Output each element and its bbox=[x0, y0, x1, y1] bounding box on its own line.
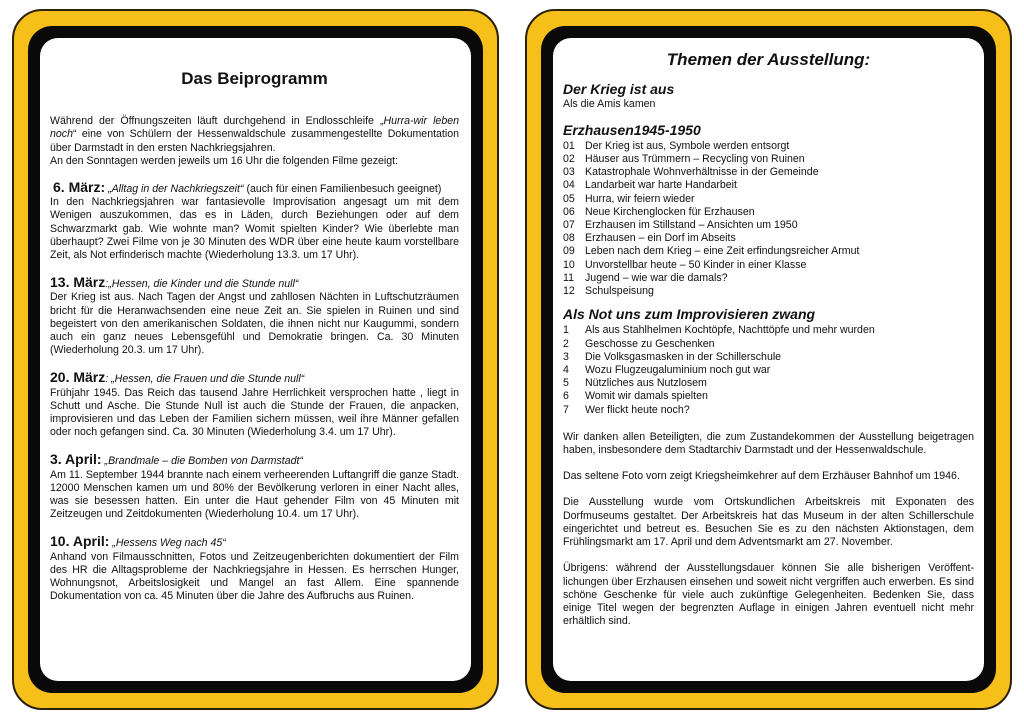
topic-number: 06 bbox=[563, 205, 575, 218]
closing-paragraph: Wir danken allen Beteiligten, die zum Zustandekommen der Ausstellung beigetragen haben, insbesondere dem Stadtarchiv Darmstadt und der Hessenwaldschule. bbox=[563, 430, 974, 457]
topic-label: Der Krieg ist aus, Symbole werden entsorgt bbox=[585, 139, 790, 152]
film-description: Der Krieg ist aus. Nach Tagen der Angst und zahllosen Nächten in Luftschutzräumen bricht für die Heranwachsenden eine neue Zeit an. Sie spielen in Ruinen und sind begeistert von den amerikanischen Soldaten, die ihnen nicht nur Kaugummi, sondern auch ein ganz neues Lebensgefühl und Demokratie bringen. Ca. 30 Minuten (Wiederholung 20.3. um 17 Uhr). bbox=[50, 291, 459, 357]
right-panel-border bbox=[541, 26, 996, 693]
topic-list-item bbox=[563, 206, 974, 219]
right-panel-content bbox=[553, 38, 984, 681]
left-panel-content bbox=[40, 38, 471, 681]
topic-list-item bbox=[563, 179, 974, 192]
topic-number: 3 bbox=[563, 350, 569, 363]
topic-label: Landarbeit war harte Handarbeit bbox=[585, 179, 737, 192]
topic-label: Jugend – wie war die damals? bbox=[585, 271, 728, 284]
topic-label: Womit wir damals spielten bbox=[585, 390, 708, 403]
film-date: 20. März bbox=[50, 369, 106, 386]
topic-list-item bbox=[563, 285, 974, 298]
topic-list-item bbox=[563, 324, 974, 337]
right-panel bbox=[525, 9, 1012, 710]
topic-label: Schulspeisung bbox=[585, 285, 654, 298]
closing-paragraphs bbox=[563, 431, 974, 628]
intro-paragraph bbox=[50, 115, 459, 155]
topic-number: 02 bbox=[563, 153, 575, 166]
topic-number: 08 bbox=[563, 232, 575, 245]
film-heading bbox=[50, 276, 459, 291]
improvisation-topic-list bbox=[563, 324, 974, 416]
topic-number: 03 bbox=[563, 166, 575, 179]
topic-list-item bbox=[563, 351, 974, 364]
film-title: „Alltag in der Nachkriegszeit“ bbox=[108, 183, 244, 196]
topic-number: 10 bbox=[563, 258, 575, 271]
topic-number: 04 bbox=[563, 179, 575, 192]
topic-list-item bbox=[563, 338, 974, 351]
topic-number: 09 bbox=[563, 245, 575, 258]
left-title: Das Beiprogramm bbox=[181, 69, 328, 88]
film-description: In den Nachkriegsjahren war fantasievolle Improvisation angesagt um mit dem Wenigen auszukommen, das es in Läden, durch Beziehungen oder auf dem Schwarzmarkt gab. Wie wohnte man? Womit spielten Kinder? Wie überlebte man überhaupt? Zwei Filme von je 30 Minuten des WDR über eine heute kaum vorstellbare Zeit, als Not erfinderisch machte (Wiederholung 13.3. um 17 Uhr). bbox=[50, 196, 459, 262]
film-title: „Brandmale – die Bomben von Darmstadt“ bbox=[101, 455, 303, 468]
topic-list-item bbox=[563, 219, 974, 232]
topic-list-item bbox=[563, 390, 974, 403]
topic-label: Leben nach dem Krieg – eine Zeit erfindungsreicher Armut bbox=[585, 245, 860, 258]
topic-label: Nützliches aus Nutzlosem bbox=[585, 377, 707, 390]
topic-number: 5 bbox=[563, 377, 569, 390]
topic-label: Katastrophale Wohnverhältnisse in der Gemeinde bbox=[585, 166, 819, 179]
topic-list-item bbox=[563, 232, 974, 245]
film-date: 13. März bbox=[50, 274, 106, 291]
topic-label: Die Volksgasmasken in der Schillerschule bbox=[585, 350, 782, 363]
topic-number: 07 bbox=[563, 219, 575, 232]
topic-label: Wer flickt heute noch? bbox=[585, 403, 690, 416]
topic-number: 7 bbox=[563, 403, 569, 416]
topic-list-item bbox=[563, 193, 974, 206]
topic-list-item bbox=[563, 377, 974, 390]
film-note: (auch für einen Familienbesuch geeignet) bbox=[243, 183, 442, 196]
topic-number: 12 bbox=[563, 285, 575, 298]
film-heading bbox=[50, 453, 459, 468]
topic-number: 1 bbox=[563, 324, 569, 337]
left-panel-border bbox=[28, 26, 483, 693]
topic-number: 05 bbox=[563, 192, 575, 205]
topic-list-item bbox=[563, 272, 974, 285]
section-subtitle: Als die Amis kamen bbox=[563, 98, 656, 111]
film-date: 3. April: bbox=[50, 451, 102, 468]
film-title: : „Hessen, die Frauen und die Stunde null“ bbox=[105, 373, 305, 386]
topic-list-item bbox=[563, 245, 974, 258]
topic-list-item bbox=[563, 364, 974, 377]
topic-label: Neue Kirchenglocken für Erzhausen bbox=[585, 205, 755, 218]
topic-list-item bbox=[563, 140, 974, 153]
topic-list-item bbox=[563, 404, 974, 417]
film-description: Frühjahr 1945. Das Reich das tausend Jahre Herrlichkeit versprochen hatte , liegt in Schutt und Asche. Die Stunde Null ist auch die Stunde der Frauen, die anpacken, improvisieren und das Leben der Familien sichern müssen, weil ihre Männer gefallen oder noch gefangen sind. Ca. 30 Minuten (Wiederholung 3.4. um 17 Uhr). bbox=[50, 386, 459, 439]
film-title: :„Hessen, die Kinder und die Stunde null“ bbox=[105, 278, 299, 291]
film-entry bbox=[50, 181, 459, 262]
left-panel bbox=[12, 9, 499, 710]
topic-label: Unvorstellbar heute – 50 Kinder in einer Klasse bbox=[585, 258, 807, 271]
topic-number: 2 bbox=[563, 337, 569, 350]
film-description: Am 11. September 1944 brannte nach einem verheerenden Luftangriff die ganze Stadt. 12000 Menschen kamen um und 80% der Bevölkerung verloren in einer Nacht alles, was sie besessen hatten. Ein unter die Haut gehender Film von 45 Minuten mit Zeitzeugen und Zeitdokumenten (Wiederholung 10.4. um 17 Uhr). bbox=[50, 468, 459, 521]
film-description: Anhand von Filmausschnitten, Fotos und Zeitzeugenberichten dokumentiert der Film des HR die Alltagsprobleme der Nachkriegsjahre in Hessen. Es herrschen Hunger, Wohnungsnot, Arbeitslosigkeit und Mangel an fast Allem. Eine spannende Dokumentation von ca. 45 Minuten über die Jahre des Aufbruchs aus Ruinen. bbox=[50, 550, 459, 603]
right-title: Themen der Ausstellung: bbox=[666, 50, 871, 69]
topic-number: 6 bbox=[563, 390, 569, 403]
topic-label: Erzhausen – ein Dorf im Abseits bbox=[585, 232, 736, 245]
topic-label: Häuser aus Trümmern – Recycling von Ruinen bbox=[585, 153, 805, 166]
topic-label: Hurra, wir feiern wieder bbox=[585, 192, 695, 205]
section-heading-erzhausen: Erzhausen1945-1950 bbox=[563, 121, 701, 138]
topic-list-item bbox=[563, 153, 974, 166]
intro-schedule: An den Sonntagen werden jeweils um 16 Uhr die folgenden Filme gezeigt: bbox=[50, 154, 399, 167]
topic-number: 11 bbox=[563, 271, 574, 284]
intro-text-1: Während der Öffnungszeiten läuft durchgehend in Endlosschleife „ bbox=[50, 115, 384, 128]
topic-number: 4 bbox=[563, 364, 569, 377]
section-heading-krieg: Der Krieg ist aus bbox=[563, 81, 675, 98]
film-heading bbox=[50, 535, 459, 550]
intro-quote: Hurra-wir leben noch bbox=[50, 115, 459, 141]
film-heading bbox=[50, 371, 459, 386]
film-heading bbox=[50, 181, 459, 196]
closing-paragraph: Das seltene Foto vorn zeigt Kriegsheimkehrer auf dem Erzhäuser Bahnhof um 1946. bbox=[563, 470, 960, 483]
topic-label: Geschosse zu Geschenken bbox=[585, 337, 715, 350]
closing-paragraph: Übrigens: während der Ausstellungsdauer können Sie alle bisherigen Veröffent-lichungen über Erzhausen einsehen und soweit nicht vergriffen auch erwerben. Es sind schöne Geschenke für viele auch zukünftige Gelegenheiten. Bedenken Sie, dass einige Titel wegen der begrenzten Auflage in einigen Jahren eventuell nicht mehr erhältlich sind. bbox=[563, 562, 974, 628]
topic-number: 01 bbox=[563, 139, 575, 152]
topic-label: Wozu Flugzeugaluminium noch gut war bbox=[585, 364, 771, 377]
film-date: 6. März: bbox=[53, 179, 106, 196]
erzhausen-topic-list bbox=[563, 140, 974, 298]
intro-text-2: “ eine von Schülern der Hessenwaldschule zusammengestellte Dokumentation über Darmstadt in den ersten Nachkriegsjahren. bbox=[50, 128, 459, 154]
closing-paragraph: Die Ausstellung wurde vom Ortskundlichen Arbeitskreis mit Exponaten des Dorfmuseums gestaltet. Der Arbeitskreis hat das Museum in der alten Schillerschule eingerichtet und betreut es. Besuchen Sie es zu den nächsten Aktionstagen, dem Frühlingsmarkt am 17. April und dem Adventsmarkt am 27. November. bbox=[563, 496, 974, 549]
topic-label: Erzhausen im Stillstand – Ansichten um 1950 bbox=[585, 219, 798, 232]
topic-label: Als aus Stahlhelmen Kochtöpfe, Nachttöpfe und mehr wurden bbox=[585, 324, 875, 337]
topic-list-item bbox=[563, 259, 974, 272]
film-entry bbox=[50, 371, 459, 439]
film-entry bbox=[50, 276, 459, 357]
film-entry bbox=[50, 453, 459, 521]
film-entry bbox=[50, 535, 459, 603]
film-date: 10. April: bbox=[50, 533, 110, 550]
section-heading-improvisieren: Als Not uns zum Improvisieren zwang bbox=[563, 306, 816, 323]
film-title: „Hessens Weg nach 45“ bbox=[109, 537, 226, 550]
topic-list-item bbox=[563, 166, 974, 179]
